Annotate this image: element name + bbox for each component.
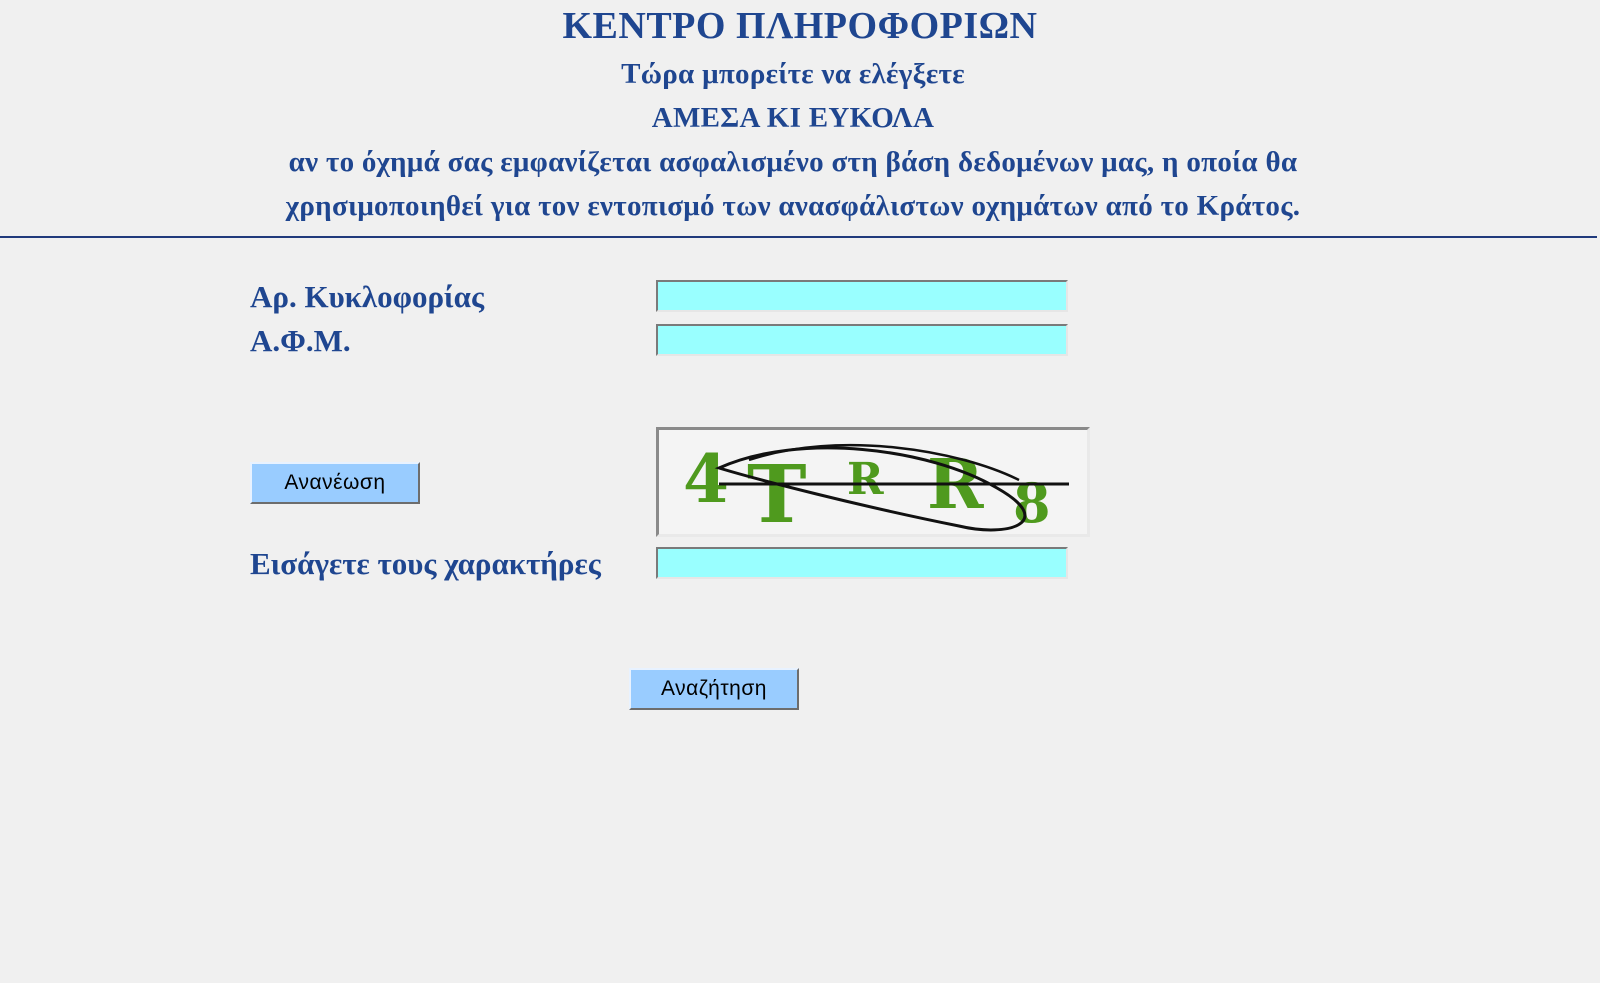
captcha-input[interactable] [656,547,1068,579]
captcha-image [656,427,1090,537]
intro-line-1: Τώρα μπορείτε να ελέγξετε [621,58,965,90]
header-divider [0,236,1597,238]
search-button[interactable]: Αναζήτηση [629,668,799,710]
plate-label: Αρ. Κυκλοφορίας [250,279,485,314]
captcha-char-5: 8 [1013,471,1051,534]
captcha-char-1: 4 [683,440,729,518]
intro-line-4: χρησιμοποιηθεί για τον εντοπισμό των ανασφάλιστων οχημάτων από το Κράτος. [285,190,1301,222]
plate-input[interactable] [656,280,1068,312]
enter-chars-label: Εισάγετε τους χαρακτήρες [250,546,601,581]
captcha-char-4: R [927,445,984,525]
afm-label: Α.Φ.Μ. [250,323,351,358]
refresh-button[interactable]: Ανανέωση [250,462,420,504]
captcha-graphic [659,430,1087,534]
intro-line-2: ΑΜΕΣΑ ΚΙ ΕΥΚΟΛΑ [651,102,935,134]
captcha-char-3: R [847,454,884,505]
page-title: ΚΕΝΤΡΟ ΠΛΗΡΟΦΟΡΙΩΝ [562,5,1038,47]
afm-input[interactable] [656,324,1068,356]
intro-line-3: αν το όχημά σας εμφανίζεται ασφαλισμένο στη βάση δεδομένων μας, η οποία θα [288,146,1298,178]
captcha-char-2: T [747,447,807,534]
